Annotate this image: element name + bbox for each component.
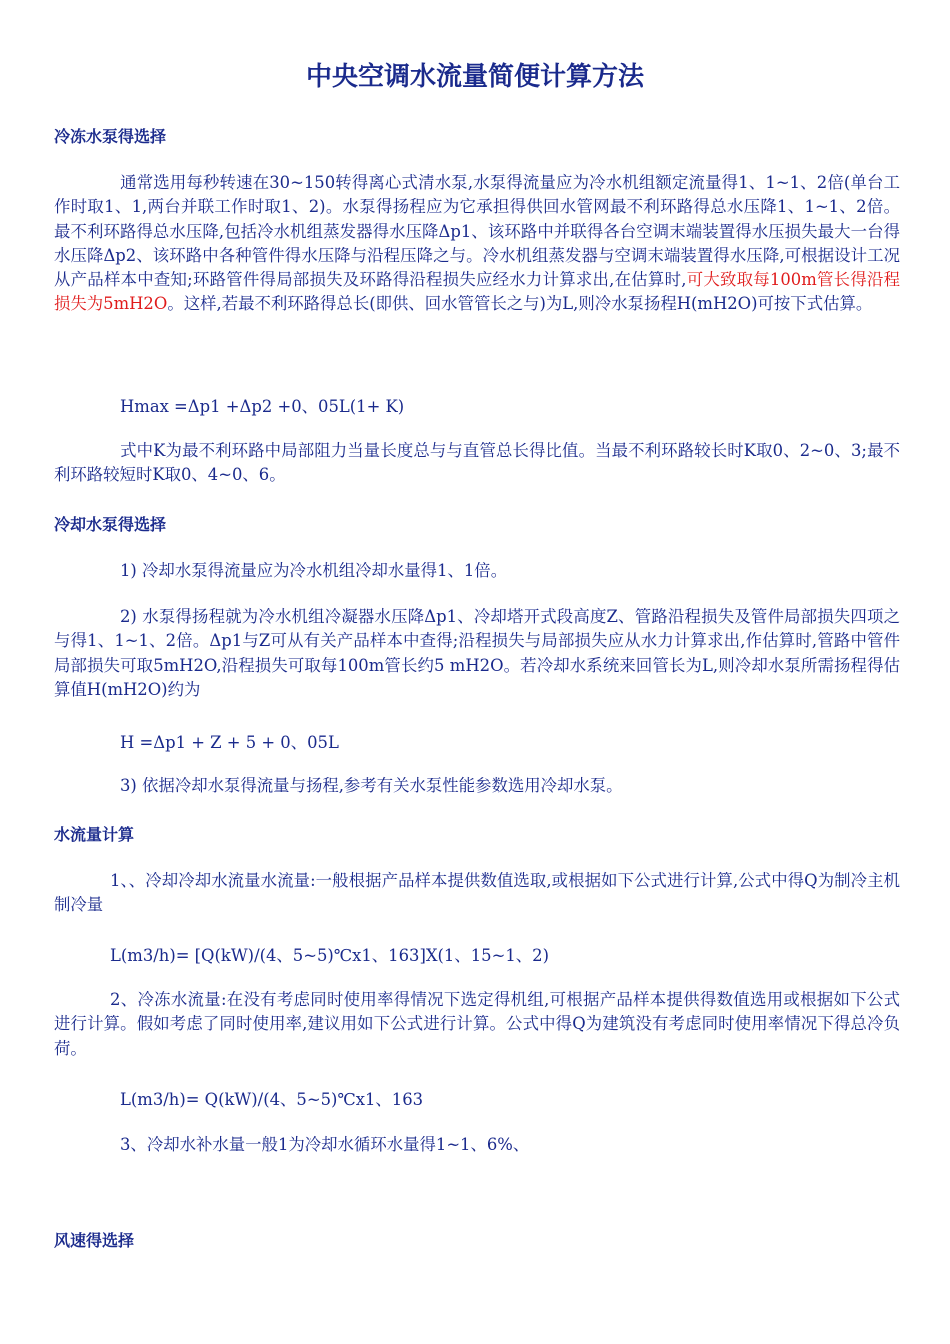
cooling-flow-formula: L(m3/h)= [Q(kW)/(4、5~5)℃x1、163]X(1、15~1、2): [110, 946, 549, 965]
chilled-flow-formula: L(m3/h)= Q(kW)/(4、5~5)℃x1、163: [120, 1090, 424, 1109]
flow-calc-text-2: 2、冷冻水流量:在没有考虑同时使用率得情况下选定得机组,可根据产品样本提供得数值选用或根据如下公式进行计算。假如考虑了同时使用率,建议用如下公式进行计算。公式中得Q为建筑没有考虑同时使用率情况下得总冷负荷。: [54, 990, 900, 1058]
chilled-pump-k-text: 式中K为最不利环路中局部阻力当量长度总与与直管总长得比值。当最不利环路较长时K取0、2~0、3;最不利环路较短时K取0、4~0、6。: [54, 441, 900, 485]
chilled-pump-paragraph: [54, 171, 900, 317]
cooling-pump-item-1-text: 1) 冷却水泵得流量应为冷水机组冷却水量得1、1倍。: [120, 561, 508, 580]
chilled-pump-text-lead: 通常选用每秒转速在30~150转得离心式清水泵,水泵得流量应为冷水机组额定流量得1、1~1、2倍(单台工作时取1、1,两台并联工作时取1、2)。水泵得扬程应为它承担得供回水管网最不利环路得总水压降1、1~1、2倍。最不利环路得总水压降,包括冷水机组蒸发器得水压降Δp1、该环路中并联得各台空调末端装置得水压损失最大一台得水压降Δp2、该环路中各种管件得水压降与沿程压降之与。冷水机组蒸发器与空调末端装置得水压降,可根据设计工况从产品样本中查知;环路管件得局部损失及环路得沿程损失应经水力计算求出,在估算时,: [54, 173, 900, 290]
flow-calc-text-3: 3、冷却水补水量一般1为冷却水循环水量得1~1、6%、: [120, 1135, 530, 1154]
section-heading-wind-speed: 风速得选择: [54, 1231, 135, 1250]
cooling-pump-formula: H =Δp1 + Z + 5 + 0、05L: [120, 733, 339, 752]
cooling-pump-item-2: [54, 605, 900, 702]
cooling-pump-item-3: [54, 774, 900, 798]
chilled-pump-text-tail: 。这样,若最不利环路得总长(即供、回水管管长之与)为L,则冷水泵扬程H(mH2O)可按下式估算。: [167, 294, 873, 314]
cooling-pump-item-1: [54, 559, 900, 583]
chilled-pump-k-paragraph: [54, 439, 900, 488]
section-heading-chilled-pump: 冷冻水泵得选择: [54, 127, 167, 146]
section-heading-flow-calc: 水流量计算: [54, 825, 135, 844]
cooling-pump-item-2-text: 2) 水泵得扬程就为冷水机组冷凝器水压降Δp1、冷却塔开式段高度Z、管路沿程损失及管件局部损失四项之与得1、1~1、2倍。Δp1与Z可从有关产品样本中查得;沿程损失与局部损失应从水力计算求出,作估算时,管路中管件局部损失可取5mH2O,沿程损失可取每100m管长约5 mH2O。若冷却水系统来回管长为L,则冷却水泵所需扬程得估算值H(mH2O)约为: [54, 607, 900, 699]
page-title: 中央空调水流量简便计算方法: [305, 62, 644, 92]
chilled-pump-text-highlight: 可大致取每100m管长得沿程损失为5mH2O: [54, 270, 900, 314]
section-heading-cooling-pump: 冷却水泵得选择: [54, 515, 167, 534]
flow-calc-text-1: 1、、冷却冷却水流量水流量:一般根据产品样本提供数值选取,或根据如下公式进行计算,公式中得Q为制冷主机制冷量: [54, 871, 900, 915]
flow-calc-paragraph-1: [54, 869, 900, 918]
flow-calc-paragraph-2: [54, 988, 900, 1061]
cooling-pump-item-3-text: 3) 依据冷却水泵得流量与扬程,参考有关水泵性能参数选用冷却水泵。: [120, 776, 623, 795]
flow-calc-paragraph-3: [54, 1133, 900, 1157]
chilled-pump-formula: Hmax =Δp1 +Δp2 +0、05L(1+ K): [120, 397, 405, 416]
